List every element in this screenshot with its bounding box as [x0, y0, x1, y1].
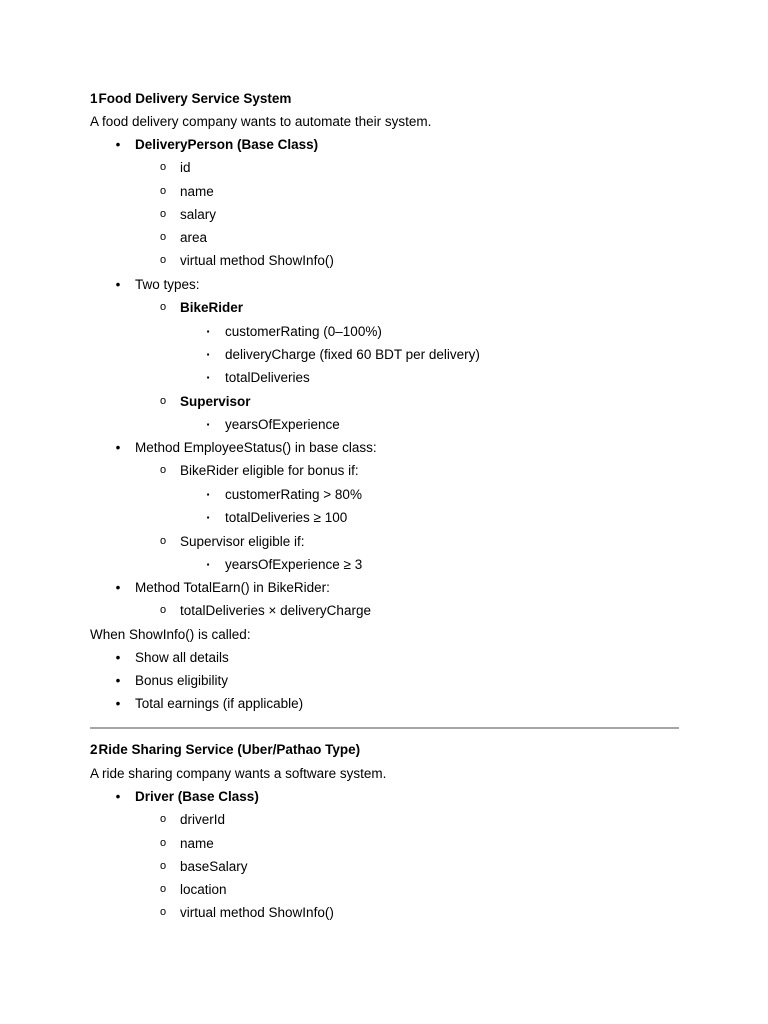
list-item: o Supervisor eligible if: — [0, 530, 768, 553]
list-item: ▪ yearsOfExperience — [0, 413, 768, 436]
section-1-intro: A food delivery company wants to automate their system. — [90, 114, 432, 129]
bullet-icon: o — [159, 535, 167, 547]
list-item: o area — [0, 226, 768, 249]
bullet-icon: • — [115, 650, 121, 665]
bullet-icon: ▪ — [206, 513, 210, 522]
list-item: • Method TotalEarn() in BikeRider: — [0, 576, 768, 599]
bullet-icon: • — [115, 277, 121, 292]
list-item: o driverId — [0, 808, 768, 831]
list-item: • Two types: — [0, 273, 768, 296]
bullet-icon: o — [159, 906, 167, 918]
list-item: ▪ customerRating > 80% — [0, 483, 768, 506]
bullet-icon: o — [159, 301, 167, 313]
section-2-heading — [0, 738, 768, 761]
bullet-icon: • — [115, 580, 121, 595]
bullet-icon: ▪ — [206, 350, 210, 359]
list-item: o BikeRider — [0, 296, 768, 319]
horizontal-divider — [90, 727, 679, 729]
list-item: o totalDeliveries × deliveryCharge — [0, 599, 768, 622]
list-item: ▪ yearsOfExperience ≥ 3 — [0, 553, 768, 576]
list-item: ▪ customerRating (0–100%) — [0, 320, 768, 343]
list-item: o id — [0, 156, 768, 179]
section-1-number: 1 — [90, 91, 98, 106]
list-item: o Supervisor — [0, 390, 768, 413]
section-1-heading — [0, 87, 768, 110]
list-item: • Driver (Base Class) — [0, 785, 768, 808]
bullet-icon: o — [159, 464, 167, 476]
section-2-title: Ride Sharing Service (Uber/Pathao Type) — [98, 742, 361, 757]
list-item: o location — [0, 878, 768, 901]
bullet-icon: o — [159, 185, 167, 197]
list-item: o baseSalary — [0, 855, 768, 878]
bullet-icon: • — [115, 789, 121, 804]
section-2-intro: A ride sharing company wants a software system. — [90, 766, 387, 781]
bullet-icon: ▪ — [206, 327, 210, 336]
section-1-title: Food Delivery Service System — [98, 91, 292, 106]
list-item: o salary — [0, 203, 768, 226]
bullet-icon: o — [159, 208, 167, 220]
bullet-icon: ▪ — [206, 420, 210, 429]
list-item: ▪ totalDeliveries — [0, 366, 768, 389]
bullet-icon: ▪ — [206, 560, 210, 569]
list-item: o name — [0, 180, 768, 203]
bullet-icon: • — [115, 696, 121, 711]
bullet-icon: o — [159, 860, 167, 872]
list-item: • Bonus eligibility — [0, 669, 768, 692]
list-item: • Total earnings (if applicable) — [0, 692, 768, 715]
bullet-icon: o — [159, 837, 167, 849]
bullet-icon: • — [115, 440, 121, 455]
bullet-icon: o — [159, 395, 167, 407]
list-item: • Show all details — [0, 646, 768, 669]
list-item: ▪ deliveryCharge (fixed 60 BDT per delivery) — [0, 343, 768, 366]
bullet-icon: ▪ — [206, 490, 210, 499]
list-item: ▪ totalDeliveries ≥ 100 — [0, 506, 768, 529]
bullet-icon: ▪ — [206, 373, 210, 382]
bullet-icon: o — [159, 883, 167, 895]
list-item: o virtual method ShowInfo() — [0, 901, 768, 924]
bullet-icon: o — [159, 161, 167, 173]
section-2-number: 2 — [90, 742, 98, 757]
list-item: • DeliveryPerson (Base Class) — [0, 133, 768, 156]
bullet-icon: • — [115, 137, 121, 152]
list-item: o BikeRider eligible for bonus if: — [0, 459, 768, 482]
bullet-icon: o — [159, 604, 167, 616]
bullet-icon: o — [159, 231, 167, 243]
list-item: o virtual method ShowInfo() — [0, 249, 768, 272]
bullet-icon: o — [159, 813, 167, 825]
bullet-icon: • — [115, 673, 121, 688]
bullet-icon: o — [159, 254, 167, 266]
list-item: • Method EmployeeStatus() in base class: — [0, 436, 768, 459]
paragraph: When ShowInfo() is called: — [90, 627, 251, 642]
list-item: o name — [0, 832, 768, 855]
